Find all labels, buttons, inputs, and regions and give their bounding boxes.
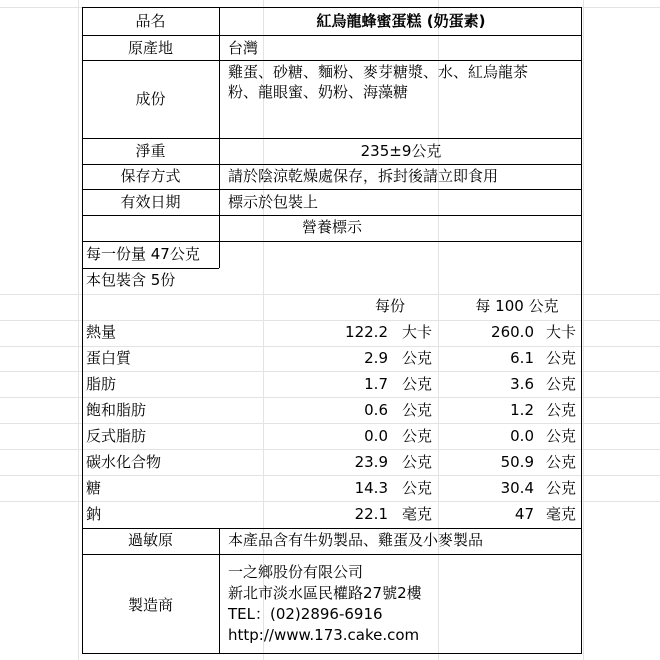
serving-size: 每一份量 47公克 bbox=[86, 245, 200, 263]
row-divider bbox=[82, 554, 582, 555]
storage-value: 請於陰涼乾燥處保存，拆封後請立即食用 bbox=[228, 167, 499, 185]
allergen-label: 過敏原 bbox=[127, 531, 173, 549]
per-serving-value: 122.2 bbox=[345, 323, 388, 341]
grid-line bbox=[78, 0, 79, 660]
per-100g-value: 30.4 bbox=[500, 479, 534, 497]
per-serving-value: 2.9 bbox=[364, 349, 388, 367]
per-100g-unit: 公克 bbox=[546, 401, 577, 419]
per-100g-value: 0.0 bbox=[510, 427, 534, 445]
product-name: 紅烏龍蜂蜜蛋糕 (奶蛋素) bbox=[316, 12, 486, 30]
expiry-label: 有效日期 bbox=[120, 193, 181, 211]
nutrient-name: 糖 bbox=[86, 479, 102, 497]
row-divider bbox=[82, 528, 582, 529]
per-serving-unit: 公克 bbox=[402, 349, 433, 367]
row-divider bbox=[82, 189, 582, 190]
manufacturer-phone: TEL：(02)2896-6916 bbox=[228, 605, 383, 623]
per-serving-unit: 毫克 bbox=[402, 505, 433, 523]
per-100g-unit: 公克 bbox=[546, 427, 577, 445]
per-serving-value: 14.3 bbox=[354, 479, 388, 497]
storage-label: 保存方式 bbox=[120, 167, 181, 185]
net-weight-label: 淨重 bbox=[135, 142, 166, 160]
manufacturer-address: 新北市淡水區民權路27號2樓 bbox=[228, 584, 422, 602]
nutrient-name: 脂肪 bbox=[86, 375, 117, 393]
per-100g-unit: 毫克 bbox=[546, 505, 577, 523]
nutrition-title: 營養標示 bbox=[301, 218, 362, 236]
ingredients-line: 粉、龍眼蜜、奶粉、海藻糖 bbox=[228, 83, 409, 101]
per-serving-unit: 公克 bbox=[402, 401, 433, 419]
per-serving-unit: 公克 bbox=[402, 375, 433, 393]
nutrient-name: 熱量 bbox=[86, 323, 117, 341]
column-divider bbox=[219, 7, 220, 241]
per-100g-unit: 公克 bbox=[546, 479, 577, 497]
nutrient-name: 飽和脂肪 bbox=[86, 401, 147, 419]
manufacturer-name: 一之鄉股份有限公司 bbox=[228, 563, 364, 581]
per-serving-unit: 大卡 bbox=[402, 323, 433, 341]
nutrient-name: 碳水化合物 bbox=[86, 453, 162, 471]
per-serving-value: 1.7 bbox=[364, 375, 388, 393]
per-100g-unit: 公克 bbox=[546, 453, 577, 471]
ingredients-label: 成份 bbox=[135, 90, 166, 108]
per-100g-header: 每 100 公克 bbox=[475, 297, 559, 315]
per-100g-value: 6.1 bbox=[510, 349, 534, 367]
nutrient-name: 蛋白質 bbox=[86, 349, 132, 367]
per-100g-unit: 公克 bbox=[546, 349, 577, 367]
nutrient-name: 鈉 bbox=[86, 505, 102, 523]
servings-per-pack: 本包裝含 5份 bbox=[86, 271, 176, 289]
per-serving-unit: 公克 bbox=[402, 479, 433, 497]
grid-line bbox=[583, 0, 584, 660]
per-100g-unit: 大卡 bbox=[546, 323, 577, 341]
origin-label: 原產地 bbox=[127, 39, 173, 57]
nutrient-name: 反式脂肪 bbox=[86, 427, 147, 445]
column-divider bbox=[219, 241, 220, 268]
allergen-value: 本產品含有牛奶製品、雞蛋及小麥製品 bbox=[228, 531, 484, 549]
ingredients-line: 雞蛋、砂糖、麵粉、麥芽糖漿、水、紅烏龍茶 bbox=[228, 63, 529, 81]
row-divider bbox=[82, 138, 582, 139]
per-100g-value: 50.9 bbox=[500, 453, 534, 471]
manufacturer-website: http://www.173.cake.com bbox=[228, 626, 420, 644]
expiry-value: 標示於包裝上 bbox=[228, 193, 319, 211]
row-divider bbox=[82, 35, 582, 36]
per-100g-value: 47 bbox=[514, 505, 534, 523]
per-serving-value: 0.6 bbox=[364, 401, 388, 419]
per-serving-unit: 公克 bbox=[402, 427, 433, 445]
row-divider bbox=[82, 215, 582, 216]
row-divider bbox=[82, 268, 219, 269]
per-100g-value: 260.0 bbox=[491, 323, 534, 341]
per-serving-header: 每份 bbox=[374, 297, 405, 315]
row-divider bbox=[82, 60, 582, 61]
name-label: 品名 bbox=[135, 12, 166, 30]
net-weight-value: 235±9公克 bbox=[360, 142, 442, 160]
per-serving-value: 22.1 bbox=[354, 505, 388, 523]
per-serving-value: 23.9 bbox=[354, 453, 388, 471]
per-100g-value: 1.2 bbox=[510, 401, 534, 419]
origin-value: 台灣 bbox=[228, 39, 259, 57]
per-serving-unit: 公克 bbox=[402, 453, 433, 471]
row-divider bbox=[82, 241, 582, 242]
manufacturer-label: 製造商 bbox=[127, 596, 173, 614]
per-100g-unit: 公克 bbox=[546, 375, 577, 393]
row-divider bbox=[82, 164, 582, 165]
column-divider bbox=[219, 528, 220, 654]
per-serving-value: 0.0 bbox=[364, 427, 388, 445]
per-100g-value: 3.6 bbox=[510, 375, 534, 393]
